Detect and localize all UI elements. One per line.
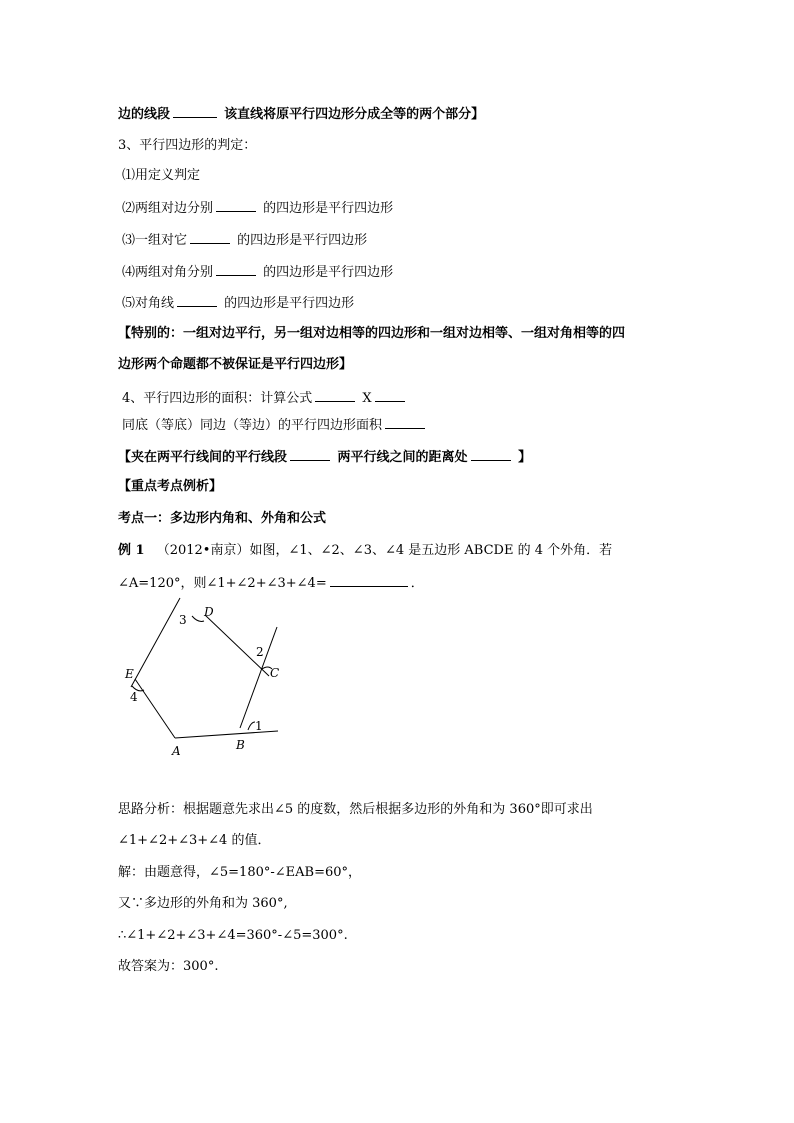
example-1-line-2 <box>118 573 424 593</box>
topic-1-heading: 考点一：多边形内角和、外角和公式 <box>118 511 327 526</box>
section-3-heading: 3、平行四边形的判定： <box>118 138 257 153</box>
criterion-2 <box>122 198 393 218</box>
example-question-cont: ∠A=120°，则∠1+∠2+∠3+∠4= <box>118 576 327 591</box>
criterion-5-start: ⑸对角线 <box>122 296 175 311</box>
analysis-line-1: 思路分析：根据题意先求出∠5 的度数，然后根据多边形的外角和为 360°即可求出 <box>118 802 593 817</box>
solution-line-3: ∴∠1+∠2+∠3+∠4=360°-∠5=300°. <box>118 928 348 943</box>
criterion-2-start: ⑵两组对边分别 <box>122 201 214 216</box>
line1-start: 边的线段 <box>118 107 171 122</box>
angle-label-2: 2 <box>256 645 264 659</box>
criterion-4 <box>122 262 393 282</box>
criterion-1: ⑴用定义判定 <box>122 168 201 183</box>
analysis-line-2: ∠1+∠2+∠3+∠4 的值． <box>118 833 271 848</box>
criterion-2-end: 的四边形是平行四边形 <box>263 201 394 216</box>
criterion-5 <box>122 293 354 313</box>
answer-blank[interactable] <box>315 388 355 402</box>
parallel-segments-mid: 两平行线之间的距离处 <box>337 450 468 465</box>
angle-label-1: 1 <box>255 719 263 733</box>
criterion-5-end: 的四边形是平行四边形 <box>224 296 355 311</box>
example-label: 例 1 <box>118 543 145 558</box>
criterion-3-end: 的四边形是平行四边形 <box>237 233 368 248</box>
solution-line-2: 又∵多边形的外角和为 360°, <box>118 896 288 911</box>
solution-line-1: 解：由题意得，∠5=180°-∠EAB=60°， <box>118 865 362 880</box>
parallel-segments-end: 】 <box>518 450 532 465</box>
parallel-segments-line <box>118 447 531 467</box>
side-ED-extended <box>131 598 180 687</box>
vertex-label-E: E <box>125 667 134 681</box>
equal-area-start: 同底（等底）同边（等边）的平行四边形面积 <box>122 418 383 433</box>
vertex-label-B: B <box>236 738 245 752</box>
criterion-4-end: 的四边形是平行四边形 <box>263 265 394 280</box>
answer-blank[interactable] <box>216 262 256 276</box>
answer-blank[interactable] <box>290 447 330 461</box>
key-points-heading: 【重点考点例析】 <box>118 479 223 494</box>
line1-end: 该直线将原平行四边形分成全等的两个部分】 <box>224 107 485 122</box>
vertex-label-A: A <box>172 744 181 758</box>
criterion-4-start: ⑷两组对角分别 <box>122 265 214 280</box>
angle-3-arc <box>192 616 204 621</box>
example-question: （2012•南京）如图，∠1、∠2、∠3、∠4 是五边形 ABCDE 的 4 个外角．若 <box>156 543 613 558</box>
answer-blank[interactable] <box>385 415 425 429</box>
answer-line: 故答案为：300°. <box>118 959 219 974</box>
answer-blank[interactable] <box>173 104 217 118</box>
area-formula-line <box>122 388 408 408</box>
answer-blank[interactable] <box>177 293 217 307</box>
parallel-segments-start: 【夹在两平行线间的平行线段 <box>118 450 288 465</box>
angle-1-arc <box>248 722 255 730</box>
text-line-1 <box>118 104 484 124</box>
special-note-line-2: 边形两个命题都不被保证是平行四边形】 <box>118 357 353 372</box>
special-note-line-1: 【特别的：一组对边平行，另一组对边相等的四边形和一组对边相等、一组对角相等的四 <box>118 326 626 341</box>
angle-label-3: 3 <box>179 613 187 627</box>
criterion-3-start: ⑶一组对它 <box>122 233 188 248</box>
vertex-label-D: D <box>204 605 214 619</box>
vertex-label-C: C <box>270 666 280 680</box>
period: ． <box>410 576 424 591</box>
answer-blank[interactable] <box>190 230 230 244</box>
answer-blank[interactable] <box>216 198 256 212</box>
answer-blank[interactable] <box>375 388 405 402</box>
criterion-3 <box>122 230 367 250</box>
area-formula-start: 4、平行四边形的面积：计算公式 <box>122 391 313 406</box>
equal-area-line <box>122 415 428 435</box>
answer-blank[interactable] <box>330 573 408 587</box>
example-1-line-1 <box>118 542 612 560</box>
answer-blank[interactable] <box>471 447 511 461</box>
pentagon-figure <box>118 597 288 762</box>
angle-label-4: 4 <box>130 690 138 704</box>
side-EA <box>135 679 175 738</box>
times-sign: X <box>362 391 372 406</box>
